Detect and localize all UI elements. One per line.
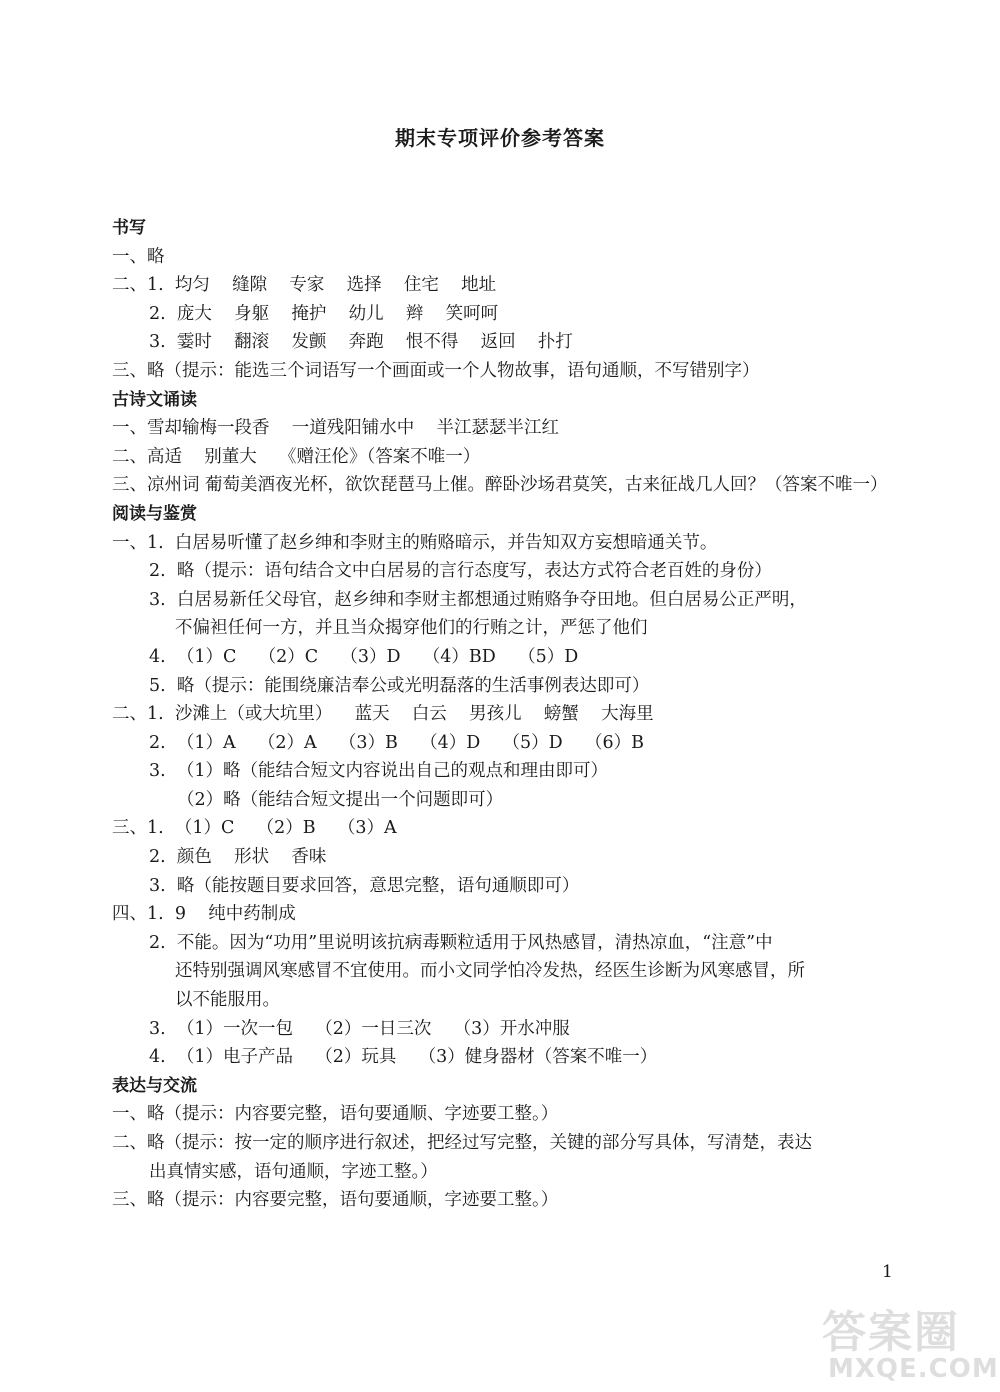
answer-line: 三、1. （1）C （2）B （3）A [112,818,397,839]
answer-line: 一、略 [112,246,165,267]
answer-line: 3. 白居易新任父母官，赵乡绅和李财主都想通过贿赂争夺田地。但白居易公正严明， [149,589,807,610]
answer-line: 4. （1）电子产品 （2）玩具 （3）健身器材（答案不唯一） [149,1047,658,1068]
answer-line: 不偏袒任何一方，并且当众揭穿他们的行贿之计，严惩了他们 [175,618,648,639]
answer-line: 三、凉州词 葡萄美酒夜光杯，欲饮琵琶马上催。醉卧沙场君莫笑，古来征战几人回？（答案不唯一） [112,475,888,496]
answer-line: 2. 不能。因为“功用”里说明该抗病毒颗粒适用于风热感冒，清热凉血，“注意”中 [149,932,773,953]
answer-line: 2. 庞大 身躯 掩护 幼儿 辫 笑呵呵 [149,303,499,324]
answer-line: 四、1. 9 纯中药制成 [112,904,296,925]
section-heading-expression: 表达与交流 [112,1075,197,1096]
answer-line: 一、雪却输梅一段香 一道残阳铺水中 半江瑟瑟半江红 [112,418,560,439]
answer-line: 3. 霎时 翻滚 发颤 奔跑 恨不得 返回 扑打 [149,332,573,353]
page-title: 期末专项评价参考答案 [395,126,605,150]
answer-line: 4. （1）C （2）C （3）D （4）BD （5）D [149,646,579,667]
answer-line: 一、1. 白居易听懂了赵乡绅和李财主的贿赂暗示，并告知双方妄想暗通关节。 [112,532,718,553]
answer-line: 以不能服用。 [175,990,280,1011]
section-heading-poetry: 古诗文诵读 [112,389,197,410]
answer-line: 三、略（提示：内容要完整，语句要通顺，字迹要工整。） [112,1190,559,1211]
answer-content [112,214,902,1215]
answer-line: 二、1. 均匀 缝隙 专家 选择 住宅 地址 [112,275,497,296]
page-number: 1 [882,1262,893,1282]
answer-line: 3. 略（能按题目要求回答，意思完整，语句通顺即可） [149,875,580,896]
answer-line: 还特别强调风寒感冒不宜使用。而小文同学怕冷发热，经医生诊断为风寒感冒，所 [175,961,805,982]
watermark-text-top: 答案圈 [822,1307,960,1358]
answer-line: 二、略（提示：按一定的顺序进行叙述，把经过写完整，关键的部分写具体，写清楚，表达 [112,1133,812,1153]
section-heading-writing: 书写 [112,218,146,238]
answer-line: 2. 颜色 形状 香味 [149,847,327,868]
answer-line: 出真情实感，语句通顺，字迹工整。） [149,1161,438,1182]
answer-line: （2）略（能结合短文提出一个问题即可） [177,789,504,810]
answer-line: 3. （1）略（能结合短文内容说出自己的观点和理由即可） [149,761,608,782]
section-heading-reading: 阅读与鉴赏 [112,503,197,524]
watermark-text-bottom: MXQE.COM [828,1354,999,1384]
answer-line: 一、略（提示：内容要完整，语句要通顺、字迹要工整。） [112,1104,559,1125]
answer-line: 三、略（提示：能选三个词语写一个画面或一个人物故事，语句通顺，不写错别字） [112,360,760,381]
answer-line: 3. （1）一次一包 （2）一日三次 （3）开水冲服 [149,1018,570,1039]
answer-line: 2. 略（提示：语句结合文中白居易的言行态度写，表达方式符合老百姓的身份） [149,561,772,582]
answer-line: 5. 略（提示：能围绕廉洁奉公或光明磊落的生活事例表达即可） [149,675,650,696]
watermark-logo [822,1296,999,1388]
answer-line: 二、1. 沙滩上（或大坑里） 蓝天 白云 男孩儿 螃蟹 大海里 [112,704,654,725]
answer-line: 二、高适 别董大 《赠汪伦》（答案不唯一） [112,446,481,467]
answer-line: 2. （1）A （2）A （3）B （4）D （5）D （6）B [149,732,644,753]
